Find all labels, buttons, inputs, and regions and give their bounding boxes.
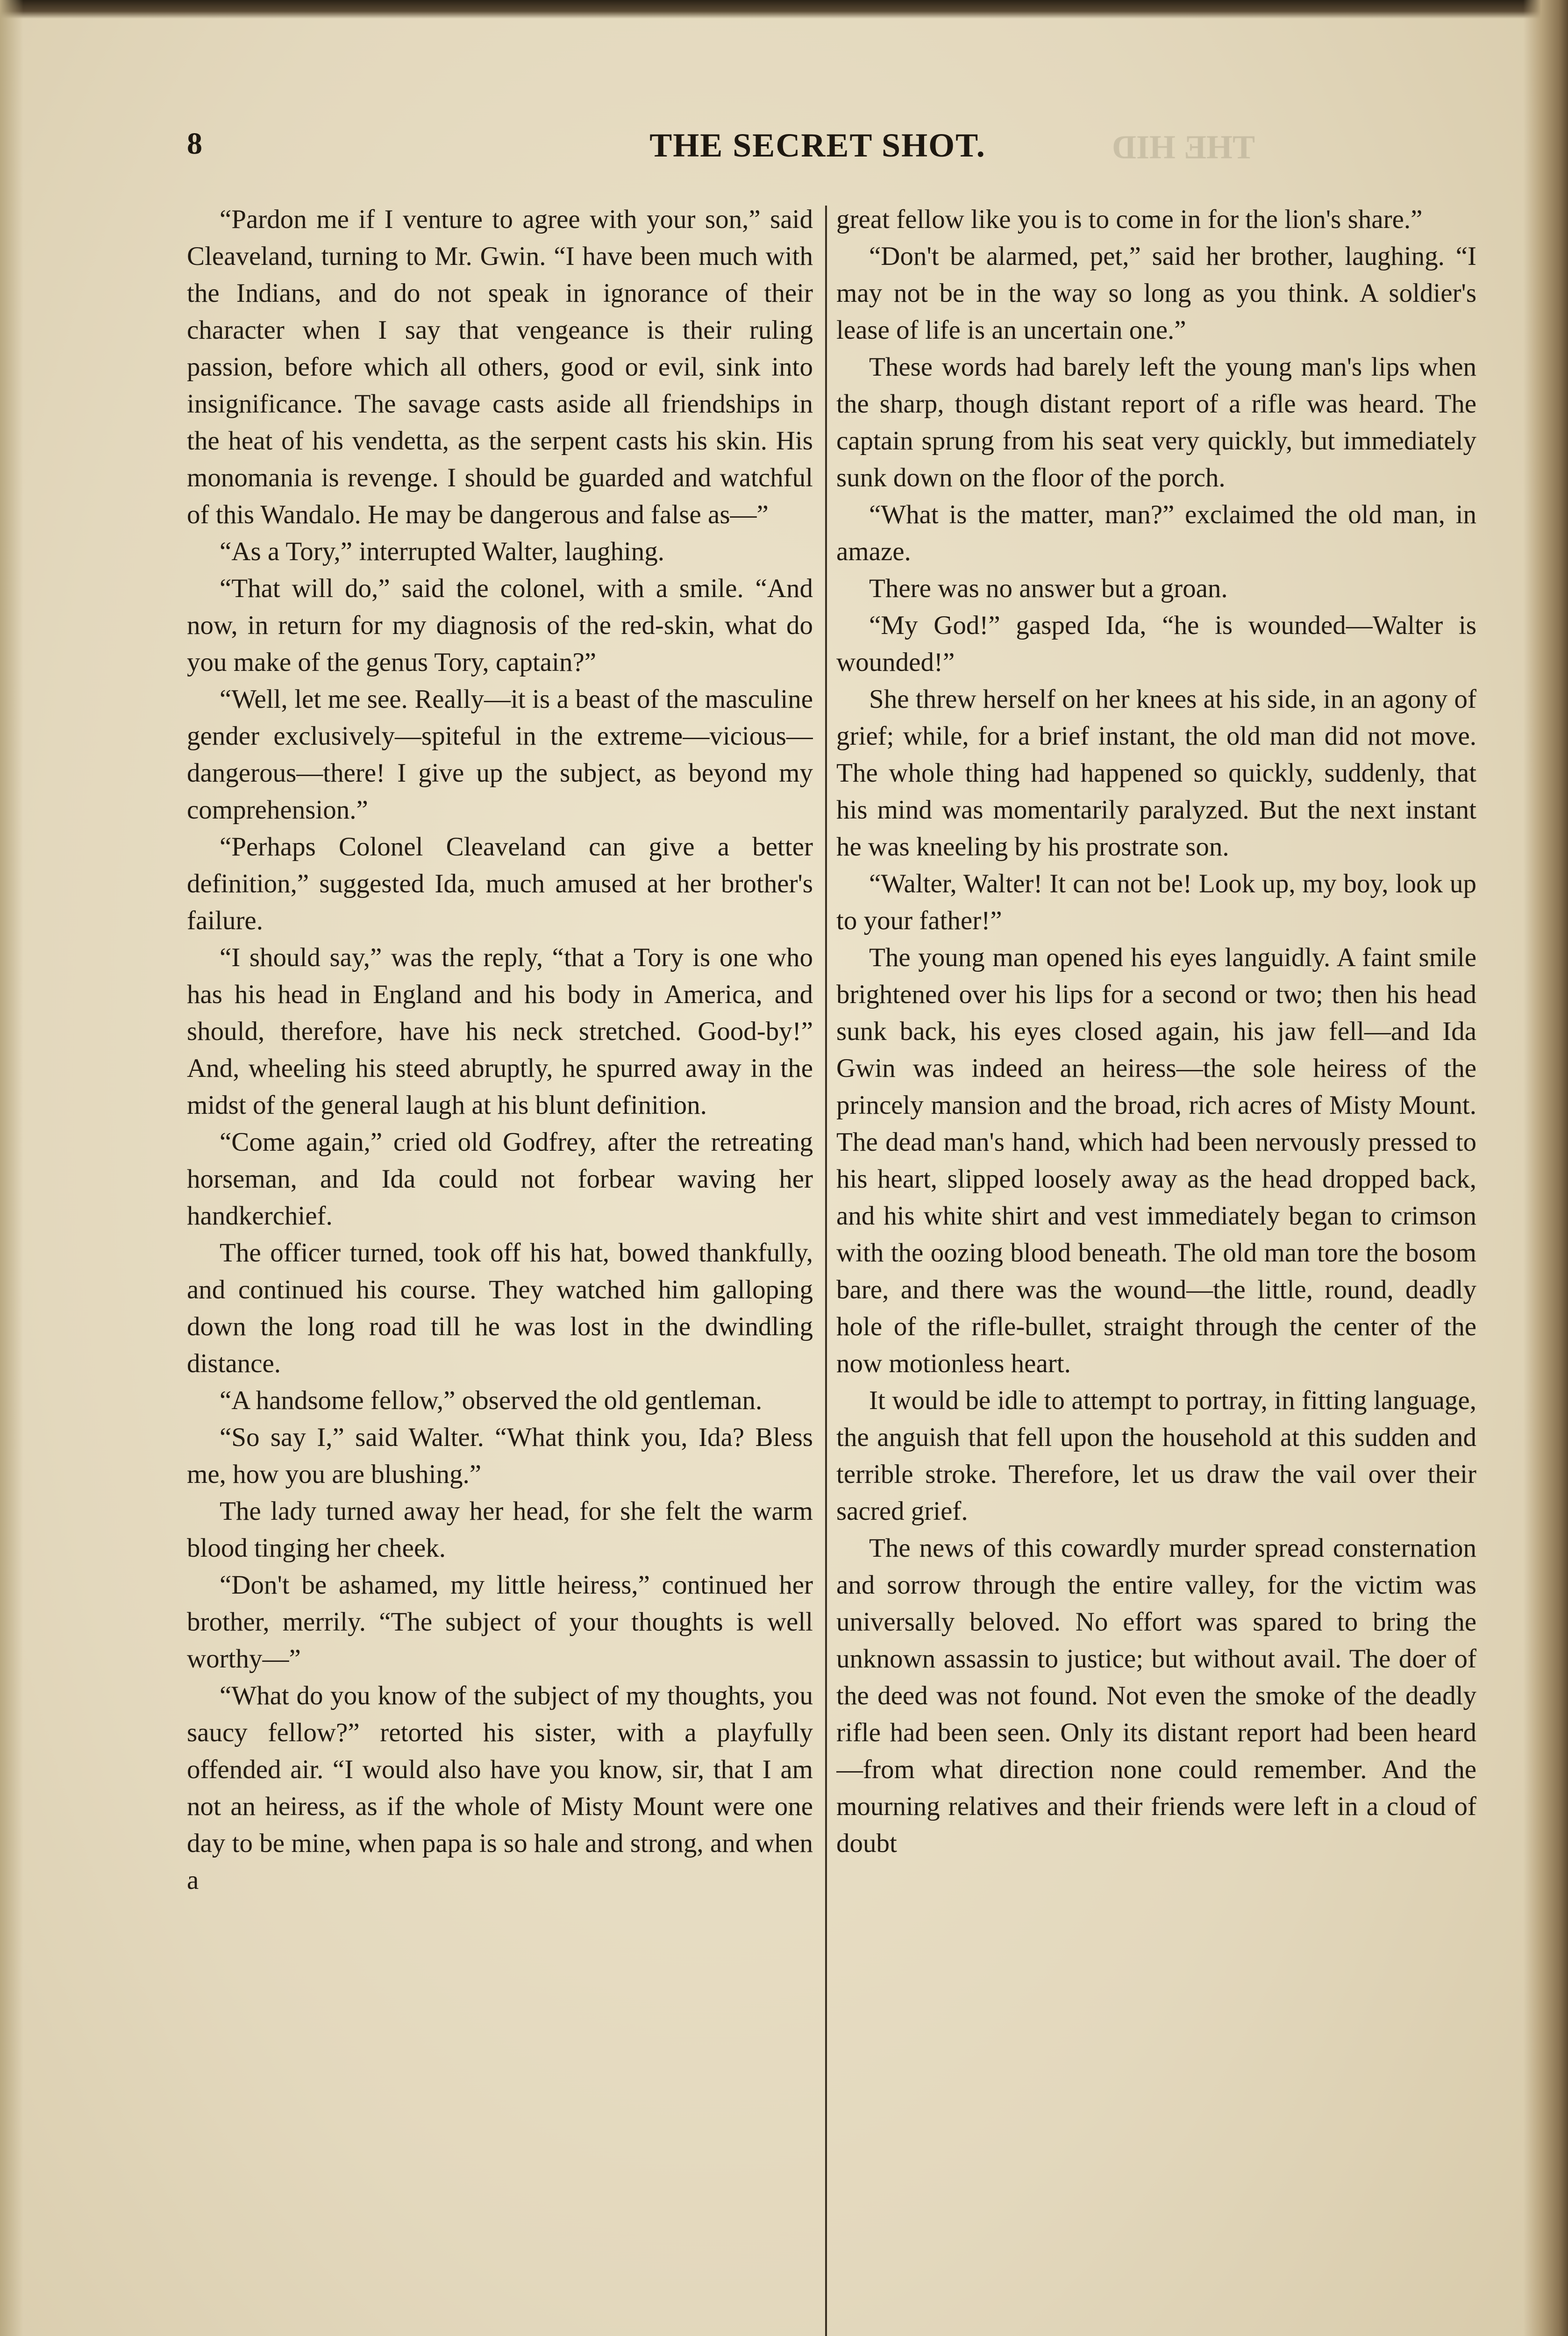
paragraph: “Walter, Walter! It can not be! Look up, my boy, look up to your father!”	[836, 869, 1476, 935]
paragraph: “That will do,” said the colonel, with a smile. “And now, in return for my diagnosis of the red-skin, what do you make of the genus Tory, captain?”	[187, 574, 813, 677]
paragraph: “Come again,” cried old Godfrey, after the retreating horseman, and Ida could not forbear waving her handkerchief.	[187, 1127, 813, 1231]
show-through-text: THE HID	[1112, 128, 1255, 166]
paragraph: “As a Tory,” interrupted Walter, laughing.	[220, 537, 665, 566]
right-column	[836, 201, 1476, 2336]
running-title: THE SECRET SHOT.	[649, 127, 986, 164]
paragraph: “What do you know of the subject of my thoughts, you saucy fellow?” retorted his sister, with a playfully offended air. “I would also have you know, sir, that I am not an heiress, as if the whole of Misty Mount were one day to be mine, when papa is so hale and strong, and when a	[187, 1681, 813, 1895]
paragraph: “I should say,” was the reply, “that a Tory is one who has his head in England and his body in America, and should, therefore, have his neck stretched. Good-by!” And, wheeling his steed abruptly, he spurred away in the midst of the general laugh at his blunt definition.	[187, 943, 813, 1120]
paragraph: The news of this cowardly murder spread consternation and sorrow through the entire valley, for the victim was universally beloved. No effort was spared to bring the unknown assassin to justice; but without avail. The doer of the deed was not found. Not even the smoke of the deadly rifle had been seen. Only its distant report had been heard—from what direction none could remember. And the mourning relatives and their friends were left in a cloud of doubt	[836, 1533, 1476, 1858]
paragraph: “A handsome fellow,” observed the old gentleman.	[220, 1386, 763, 1415]
page-top-edge	[0, 0, 1568, 19]
paragraph: It would be idle to attempt to portray, in fitting language, the anguish that fell upon the household at this sudden and terrible stroke. Therefore, let us draw the vail over their sacred grief.	[836, 1386, 1476, 1526]
paragraph: “Pardon me if I venture to agree with your son,” said Cleaveland, turning to Mr. Gwin. “I have been much with the Indians, and do not speak in ignorance of their character when I say that vengeance is their ruling passion, before which all others, good or evil, sink into insignificance. The savage casts aside all friendships in the heat of his vendetta, as the serpent casts his skin. His monomania is revenge. I should be guarded and watchful of this Wandalo. He may be dangerous and false as—”	[187, 205, 813, 529]
page-number: 8	[187, 127, 202, 161]
paragraph-continued: great fellow like you is to come in for the lion's share.”	[836, 205, 1423, 234]
paragraph: “Don't be ashamed, my little heiress,” continued her brother, merrily. “The subject of your thoughts is well worthy—”	[187, 1570, 813, 1674]
page-left-edge	[0, 0, 23, 2336]
paragraph: “Well, let me see. Really—it is a beast of the masculine gender exclusively—spiteful in the extreme—vicious—dangerous—there! I give up the subject, as beyond my comprehension.”	[187, 684, 813, 825]
paragraph: “My God!” gasped Ida, “he is wounded—Walter is wounded!”	[836, 611, 1476, 677]
left-column	[187, 201, 813, 2336]
paragraph: “What is the matter, man?” exclaimed the old man, in amaze.	[836, 500, 1476, 566]
paragraph: The officer turned, took off his hat, bowed thankfully, and continued his course. They watched him galloping down the long road till he was lost in the dwindling distance.	[187, 1238, 813, 1378]
paragraph: “Don't be alarmed, pet,” said her brother, laughing. “I may not be in the way so long as you think. A soldier's lease of life is an uncertain one.”	[836, 242, 1476, 345]
paragraph: “So say I,” said Walter. “What think you, Ida? Bless me, how you are blushing.”	[187, 1423, 813, 1489]
paragraph: She threw herself on her knees at his side, in an agony of grief; while, for a brief instant, the old man did not move. The whole thing had happened so quickly, suddenly, that his mind was momentarily paralyzed. But the next instant he was kneeling by his prostrate son.	[836, 684, 1476, 862]
paragraph: These words had barely left the young man's lips when the sharp, though distant report of a rifle was heard. The captain sprung from his seat very quickly, but immediately sunk down on the floor of the porch.	[836, 352, 1476, 492]
paragraph: The lady turned away her head, for she felt the warm blood tinging her cheek.	[187, 1496, 813, 1563]
page-header	[0, 126, 1568, 182]
paragraph: The young man opened his eyes languidly. A faint smile brightened over his lips for a second or two; then his head sunk back, his eyes closed again, his jaw fell—and Ida Gwin was indeed an heiress—the sole heiress of the princely mansion and the broad, rich acres of Misty Mount. The dead man's hand, which had been nervously pressed to his heart, slipped loosely away as the head dropped back, and his white shirt and vest immediately began to crimson with the oozing blood beneath. The old man tore the bosom bare, and there was the wound—the little, round, deadly hole of the rifle-bullet, straight through the center of the now motionless heart.	[836, 943, 1476, 1378]
column-divider	[825, 206, 827, 2336]
page-right-edge	[1523, 0, 1568, 2336]
paragraph: “Perhaps Colonel Cleaveland can give a better definition,” suggested Ida, much amused at her brother's failure.	[187, 832, 813, 935]
paragraph: There was no answer but a groan.	[869, 574, 1228, 603]
